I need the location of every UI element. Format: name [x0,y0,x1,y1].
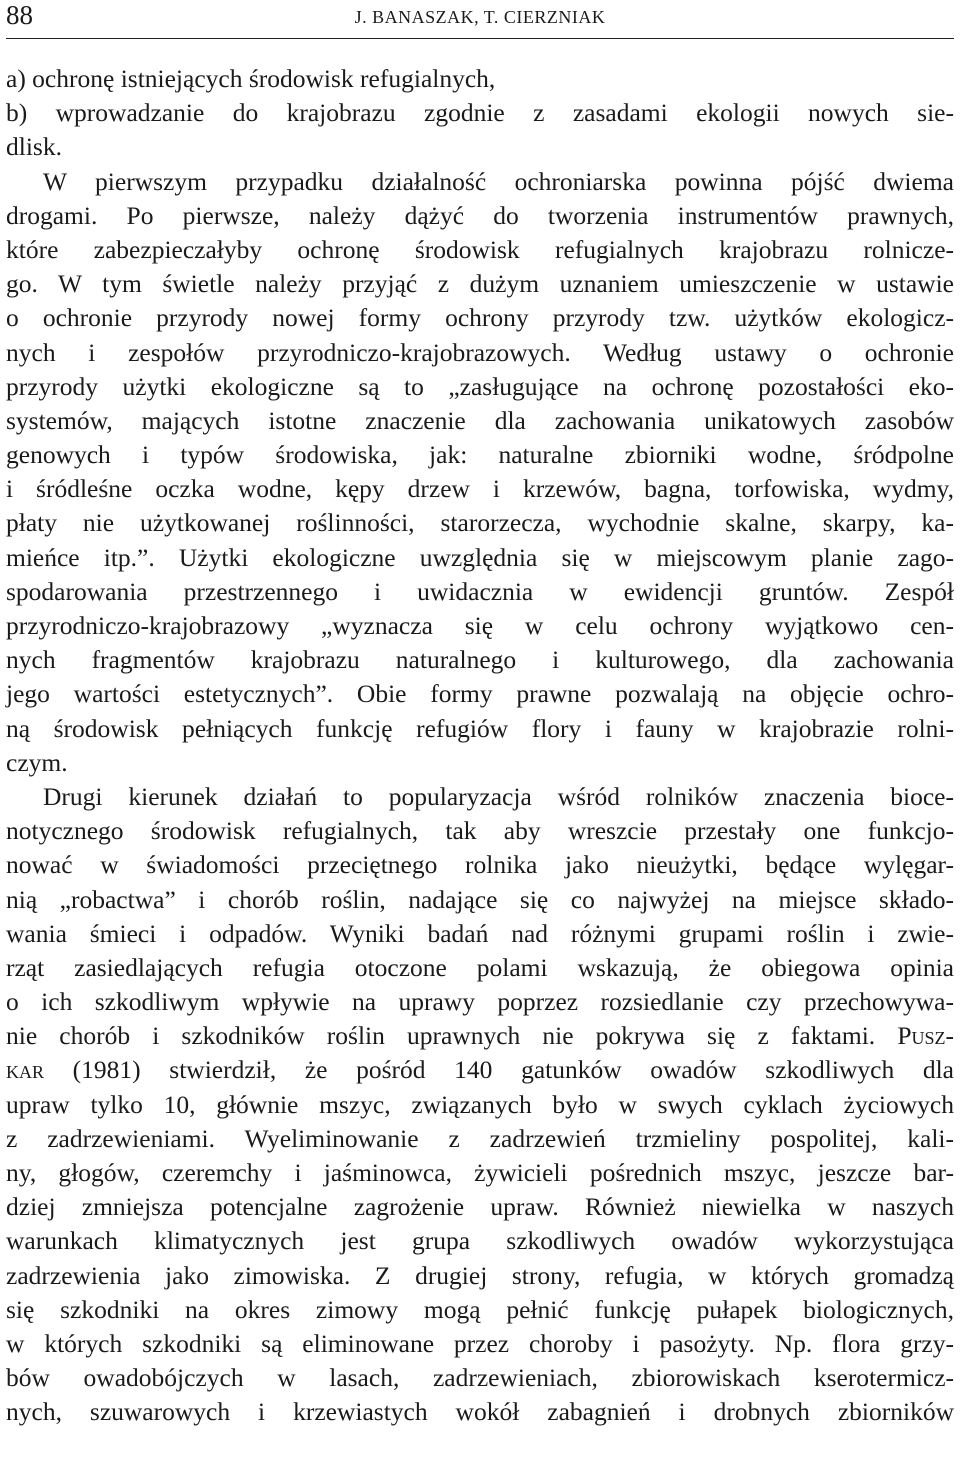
text-line: nią „robactwa” i chorób roślin, nadające się co najwyżej na miejsce składo- [6,884,954,914]
running-head: J. BANASZAK, T. CIERZNIAK [354,7,606,27]
text-line: w których szkodniki są eliminowane przez choroby i pasożyty. Np. flora grzy- [6,1328,954,1358]
text-line: b) wprowadzanie do krajobrazu zgodnie z zasadami ekologii nowych sie- [6,98,954,128]
text-line: warunkach klimatycznych jest grupa szkodliwych owadów wykorzystująca [6,1226,954,1256]
text-line: dlisk. [6,132,62,162]
text-line: i śródleśne oczka wodne, kępy drzew i krzewów, bagna, torfowiska, wydmy, [6,474,954,504]
author-name: kar [6,1055,45,1085]
text-line: notycznego środowisk refugialnych, tak aby wreszcie przestały one funkcjo- [6,816,954,846]
text-line: zadrzewienia jako zimowiska. Z drugiej strony, refugia, w których gromadzą [6,1260,954,1290]
text-line: nych, szuwarowych i krzewiastych wokół zabagnień i drobnych zbiorników [6,1397,954,1427]
text-line: dziej zmniejsza potencjalne zagrożenie upraw. Również niewielka w naszych [6,1192,954,1222]
text-line: nych fragmentów krajobrazu naturalnego i kulturowego, dla zachowania [6,645,954,675]
text-line: jego wartości estetycznych”. Obie formy prawne pozwalają na objęcie ochro- [6,679,954,709]
text-line: drogami. Po pierwsze, należy dążyć do tworzenia instrumentów prawnych, [6,200,954,230]
text-line: bów owadobójczych w lasach, zadrzewieniach, zbiorowiskach kserotermicz- [6,1363,954,1393]
text-line: o ochronie przyrody nowej formy ochrony przyrody tzw. użytków ekologicz- [6,303,954,333]
text-line: go. W tym świetle należy przyjąć z dużym uznaniem umieszczenie w ustawie [6,269,954,299]
text-line: kar (1981) stwierdził, że pośród 140 gatunków owadów szkodliwych dla [6,1055,954,1085]
text-line: a) ochronę istniejących środowisk refugialnych, [6,64,496,93]
text-line: czym. [6,747,68,777]
text-line: nować w świadomości przeciętnego rolnika jako nieużytki, będące wylęgar- [6,850,954,880]
text-line: upraw tylko 10, głównie mszyc, związanych było w swych cyklach życiowych [6,1089,954,1119]
text-line: nych i zespołów przyrodniczo-krajobrazowych. Według ustawy o ochronie [6,337,954,367]
page-number: 88 [6,0,33,30]
text-line: przyrodniczo-krajobrazowy „wyznacza się w celu ochrony wyjątkowo cen- [6,611,954,640]
text-line: wania śmieci i odpadów. Wyniki badań nad różnymi grupami roślin i zwie- [6,918,954,948]
text-line: genowych i typów środowiska, jak: naturalne zbiorniki wodne, śródpolne [6,440,954,470]
page-header [6,0,954,39]
text-line: systemów, mających istotne znaczenie dla zachowania unikatowych zasobów [6,405,954,435]
text-line: przyrody użytki ekologiczne są to „zasługujące na ochronę pozostałości eko- [6,371,954,401]
text-line: które zabezpieczałyby ochronę środowisk refugialnych krajobrazu rolnicze- [6,234,954,264]
body-text [6,62,954,1430]
text-line: mieńce itp.”. Użytki ekologiczne uwzględnia się w miejscowym planie zago- [6,542,954,572]
text-line: się szkodniki na okres zimowy mogą pełnić funkcję pułapek biologicznych, [6,1294,954,1324]
text-line: ną środowisk pełniących funkcję refugiów flory i fauny w krajobrazie rolni- [6,713,954,743]
text-line: rząt zasiedlających refugia otoczone polami wskazują, że obiegowa opinia [6,952,954,982]
text-line: ny, głogów, czeremchy i jaśminowca, żywicieli pośrednich mszyc, jeszcze bar- [6,1158,954,1187]
text-line: nie chorób i szkodników roślin uprawnych nie pokrywa się z faktami. Pusz- [6,1021,954,1051]
text-line: o ich szkodliwym wpływie na uprawy poprzez rozsiedlanie czy przechowywa- [6,987,954,1017]
text-line: Drugi kierunek działań to popularyzacja wśród rolników znaczenia bioce- [43,781,954,811]
text-line: spodarowania przestrzennego i uwidacznia w ewidencji gruntów. Zespół [6,576,954,606]
text-line: W pierwszym przypadku działalność ochroniarska powinna pójść dwiema [43,166,954,196]
text-line: z zadrzewieniami. Wyeliminowanie z zadrzewień trzmieliny pospolitej, kali- [6,1123,954,1153]
author-name: Pusz- [897,1021,954,1051]
text-line: płaty nie użytkowanej roślinności, starorzecza, wychodnie skalne, skarpy, ka- [6,508,954,538]
